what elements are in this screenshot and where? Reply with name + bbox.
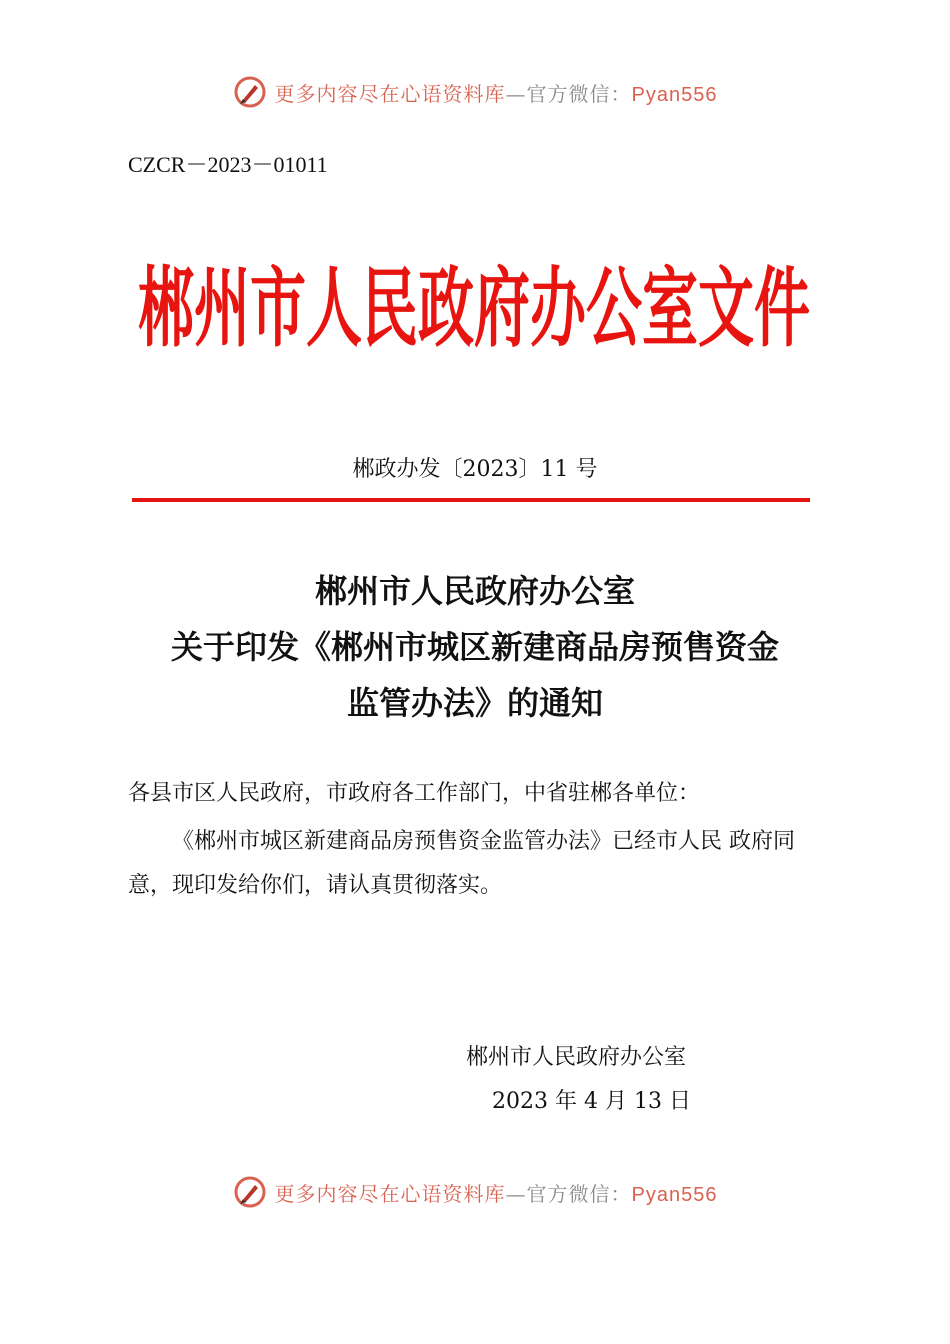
title-line-2: 关于印发《郴州市城区新建商品房预售资金 xyxy=(170,628,779,666)
masthead-text: 郴州市人民政府办公室文件 xyxy=(138,257,810,359)
recipients: 各县市区人民政府，市政府各工作部门，中省驻郴各单位： xyxy=(128,781,701,806)
red-divider xyxy=(132,498,810,502)
title-line-3: 监管办法》的通知 xyxy=(346,684,603,722)
pen-logo-icon xyxy=(233,1175,267,1209)
watermark-banner-top xyxy=(0,72,950,112)
body-paragraph: 《郴州市城区新建商品房预售资金监管办法》已经市人民 政府同意，现印发给你们，请认真贯彻落实。 xyxy=(128,829,795,898)
watermark-banner-bottom xyxy=(0,1172,950,1212)
watermark-text: 更多内容尽在心语资料库—官方微信：Pyan556 xyxy=(274,1181,718,1206)
title-line-1: 郴州市人民政府办公室 xyxy=(314,572,635,610)
pen-logo-icon xyxy=(233,75,267,109)
document-number: 郴政办发〔2023〕11 号 xyxy=(352,457,598,482)
signature-date: 2023 年 4 月 13 日 xyxy=(492,1089,691,1114)
document-code: CZCR－2023－01011 xyxy=(128,152,328,177)
watermark-text: 更多内容尽在心语资料库—官方微信：Pyan556 xyxy=(274,81,718,106)
masthead xyxy=(138,246,810,358)
signature-organization: 郴州市人民政府办公室 xyxy=(466,1045,687,1070)
